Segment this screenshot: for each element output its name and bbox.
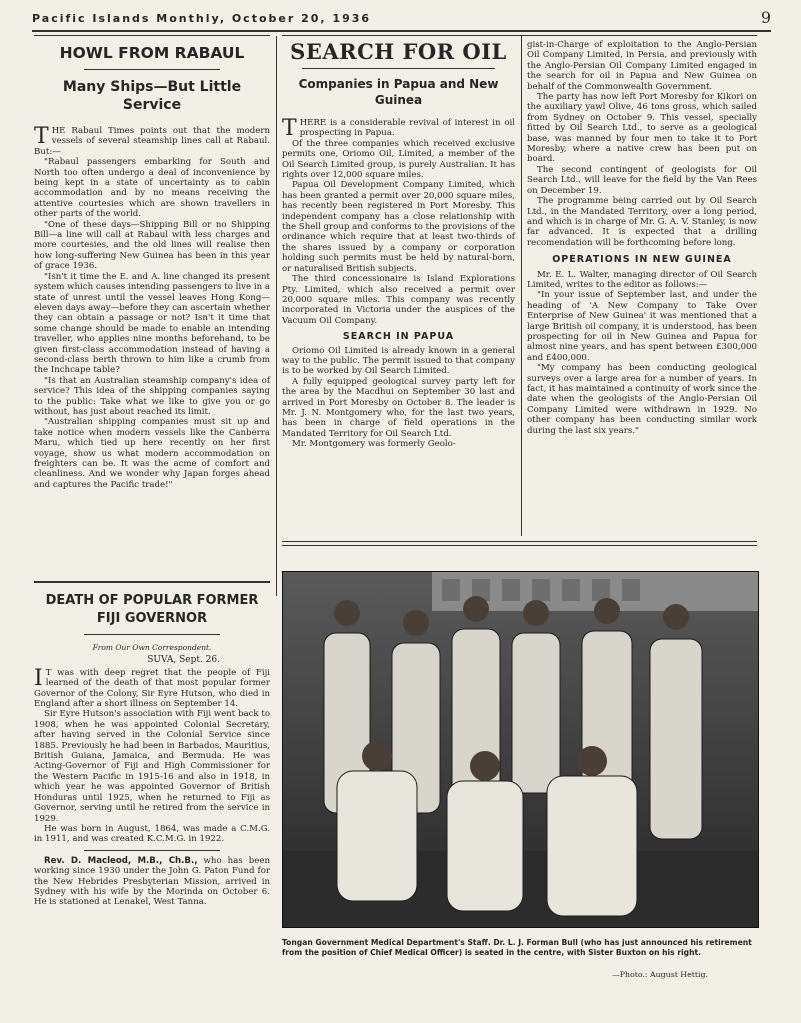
page-header xyxy=(32,10,771,32)
top-rule xyxy=(34,35,270,36)
fiji-article xyxy=(34,592,270,908)
oil-paragraph: The party has now left Port Moresby for Kikori on the auxiliary yawl Olive, 46 tons gross, which sailed from Sydney on October 9. This vessel, specially fitted by Oil Search Ltd., to serve as a geological base, was manned by four men to take it to Port Moresby, where a native crew has been put on board. xyxy=(527,92,757,165)
oil-paragraph: The programme being carried out by Oil Search Ltd., in the Mandated Territory, over a long period, and which is in charge of Mr. G. A. V. Stanley, is now far advanced. It is expected that a drilling recomendation will be forthcoming before long. xyxy=(527,196,757,248)
top-rule xyxy=(282,35,757,36)
new-guinea-subheading: OPERATIONS IN NEW GUINEA xyxy=(552,254,732,266)
howl-paragraph: "Isn't it time the E. and A. line changed its present system which causes intending passengers to live in a state of unrest until the vessel leaves Hong Kong—eleven days away—before they can ascertain whether they can obtain a passage or not? Isn't it time that some change should be made to enable an intending traveller, who applies nine months beforehand, to be given first-class accommodation instead of having a second-class berth thrown to him like a crumb from the Inchcape table? xyxy=(34,271,270,376)
oil-paragraph: Papua Oil Development Company Limited, which has been granted a permit over 20,000 square miles, has recently been registered in Port Moresby. This independent company has a close relationship with the Shell group and conforms to the provisions of the ordinance which require that at least two-thirds of the shares issued by a company or corporation holding such permits must be held by natural-born, or naturalised British subjects. xyxy=(282,180,515,274)
fiji-first-paragraph: T was with deep regret that the people of Fiji learned of the death of that most popular former Governor of the Colony, Sir Eyre Hutson, who died in England after a short illness on September 14. xyxy=(34,667,270,710)
oil-drop-cap: T xyxy=(282,116,297,141)
fiji-paragraph: He was born in August, 1864, was made a C.M.G. in 1911, and was created K.C.M.G. in 1922. xyxy=(34,823,270,845)
macleod-paragraph: who has been working since 1930 under the John G. Paton Fund for the New Hebrides Presbyterian Mission, arrived in Sydney with his wife by the Morinda on October 6. He is stationed at Lenakel, West Tanna. xyxy=(34,855,270,908)
running-head: Pacific Islands Monthly, October 20, 1936 xyxy=(32,12,372,25)
title-rule xyxy=(84,69,220,70)
column-divider xyxy=(276,36,277,596)
column-divider xyxy=(521,36,522,536)
oil-paragraph: gist-in-Charge of exploitation to the Anglo-Persian Oil Company Limited, in Persia, and previously with the Anglo-Persian Oil Company Limited engaged in the search for oil in Papua and New Guinea on behalf of the Commonwealth Government. xyxy=(527,40,757,92)
photo-caption: Tongan Government Medical Department's Staff. Dr. L. J. Forman Bull (who has just announced his retirement from the position of Chief Medical Officer) is seated in the centre, with Sister Buxton on his right. xyxy=(282,938,752,957)
oil-paragraph: Mr. Montgomery was formerly Geolo- xyxy=(292,439,456,450)
oil-paragraph: "My company has been conducting geological surveys over a large area for a number of years. In fact, it has maintained a continuity of work since the date when the geologists of the Anglo-Persian Oil Company Limited were withdrawn in 1929. No other company has been conducting similar work during the last six years." xyxy=(527,363,758,436)
howl-title: HOWL FROM RABAUL xyxy=(59,44,245,62)
item-rule xyxy=(84,850,220,851)
oil-paragraph: "In your issue of September last, and under the heading of 'A New Company to Take Over Enterprise of New Guinea' it was mentioned that a large British oil company, it is understood, has been prospecting for oil in New Guinea and Papua for almost nine years, and has spent between £300,000 and £400,000. xyxy=(527,290,757,363)
section-rule xyxy=(282,541,757,542)
howl-drop-cap: T xyxy=(34,124,49,149)
howl-first-paragraph: HE Rabaul Times points out that the modern vessels of several steamship lines call at Rabaul. But:— xyxy=(34,126,270,157)
howl-subtitle: Many Ships—But Little Service xyxy=(62,79,242,113)
fiji-title: DEATH OF POPULAR FORMER FIJI GOVERNOR xyxy=(45,593,259,626)
macleod-name: Rev. D. Macleod, M.B., Ch.B., xyxy=(44,855,198,866)
oil-paragraph: Of the three companies which received exclusive permits one, Oriomo Oil, Limited, a member of the Oil Search Limited group, is purely Australian. It has rights over 12,000 square miles. xyxy=(282,138,515,181)
oil-paragraph: The third concessionaire is Island Explorations Pty. Limited, which also received a permit over 20,000 square miles. This company was recently incorporated in Victoria under the auspices of the Vacuum Oil Company. xyxy=(282,274,515,326)
section-rule xyxy=(282,545,757,546)
photo-illustration xyxy=(282,571,759,928)
papua-subheading: SEARCH IN PAPUA xyxy=(342,331,455,343)
howl-paragraph: "Australian shipping companies must sit up and take notice when modern vessels like the Canberra Maru, which tied up here recently on her first voyage, show us what modern accommodation on freighters can be. It was the acme of comfort and cleanliness. And we wonder why Japan forges ahead and captures the Pacific trade!" xyxy=(34,417,270,490)
photo-credit: —Photo.: August Hettig. xyxy=(612,970,708,979)
oil-paragraph: A fully equipped geological survey party left for the area by the Macdhui on September 30 last and arrived in Port Moresby on October 8. The leader is Mr. J. N. Montgomery who, for the last two years, has been in charge of field operations in the Mandated Territory for Oil Search Ltd. xyxy=(282,376,515,439)
oil-subtitle: Companies in Papua and New Guinea xyxy=(298,77,499,107)
oil-first-paragraph: HERE is a considerable revival of interest in oil prospecting in Papua. xyxy=(299,118,515,139)
howl-article xyxy=(34,40,270,490)
oil-title: SEARCH FOR OIL xyxy=(290,39,507,64)
fiji-dateline: SUVA, Sept. 26. xyxy=(147,655,220,666)
title-rule xyxy=(302,68,495,69)
staff-group-photo xyxy=(282,571,759,928)
howl-paragraph: "Is that an Australian steamship company's idea of service? This idea of the shipping companies saying to the public: Take what we like to give you or go without, has just about reached its limit. xyxy=(34,375,270,417)
oil-paragraph: Oriomo Oil Limited is already known in a general way to the public. The permit issued to that company is to be worked by Oil Search Limited. xyxy=(282,345,515,377)
title-rule xyxy=(84,634,220,635)
oil-article xyxy=(282,40,515,450)
oil-article-continued xyxy=(527,40,757,436)
oil-paragraph: Mr. E. L. Walter, managing director of Oil Search Limited, writes to the editor as follows:— xyxy=(527,269,757,290)
fiji-paragraph: Sir Eyre Hutson's association with Fiji went back to 1908, when he was appointed Colonial Secretary, after having served in the Colonial Service since 1885. Previously he had been in Barbados, Mauritius, British Guiana, Jamaica, and Bermuda. He was Acting-Governor of Fiji and High Commissioner for the Western Pacific in 1915-16 and also in 1918, in which year he was appointed Governor of British Honduras until 1925, when he returned to Fiji as Governor, serving until he retired from the service in 1929. xyxy=(34,709,270,824)
fiji-byline: From Our Own Correspondent. xyxy=(92,643,212,652)
fiji-drop-cap: I xyxy=(34,665,43,691)
howl-paragraph: "Rabaul passengers embarking for South and North too often undergo a deal of inconvenience by being kept in a state of uncertainty as to cabin accommodation and by no means receiving the attentive courtesies which are shown travellers in other parts of the world. xyxy=(34,157,270,220)
oil-paragraph: The second contingent of geologists for Oil Search Ltd., will leave for the field by the Van Rees on December 19. xyxy=(527,164,757,196)
section-rule xyxy=(34,581,270,583)
page-number: 9 xyxy=(760,8,771,27)
howl-paragraph: "One of these days—Shipping Bill or no Shipping Bill—a line will call at Rabaul with less charges and more courtesies, and the old lines will realise then how long-suffering New Guinea has been in this year of grace 1936. xyxy=(34,219,270,272)
